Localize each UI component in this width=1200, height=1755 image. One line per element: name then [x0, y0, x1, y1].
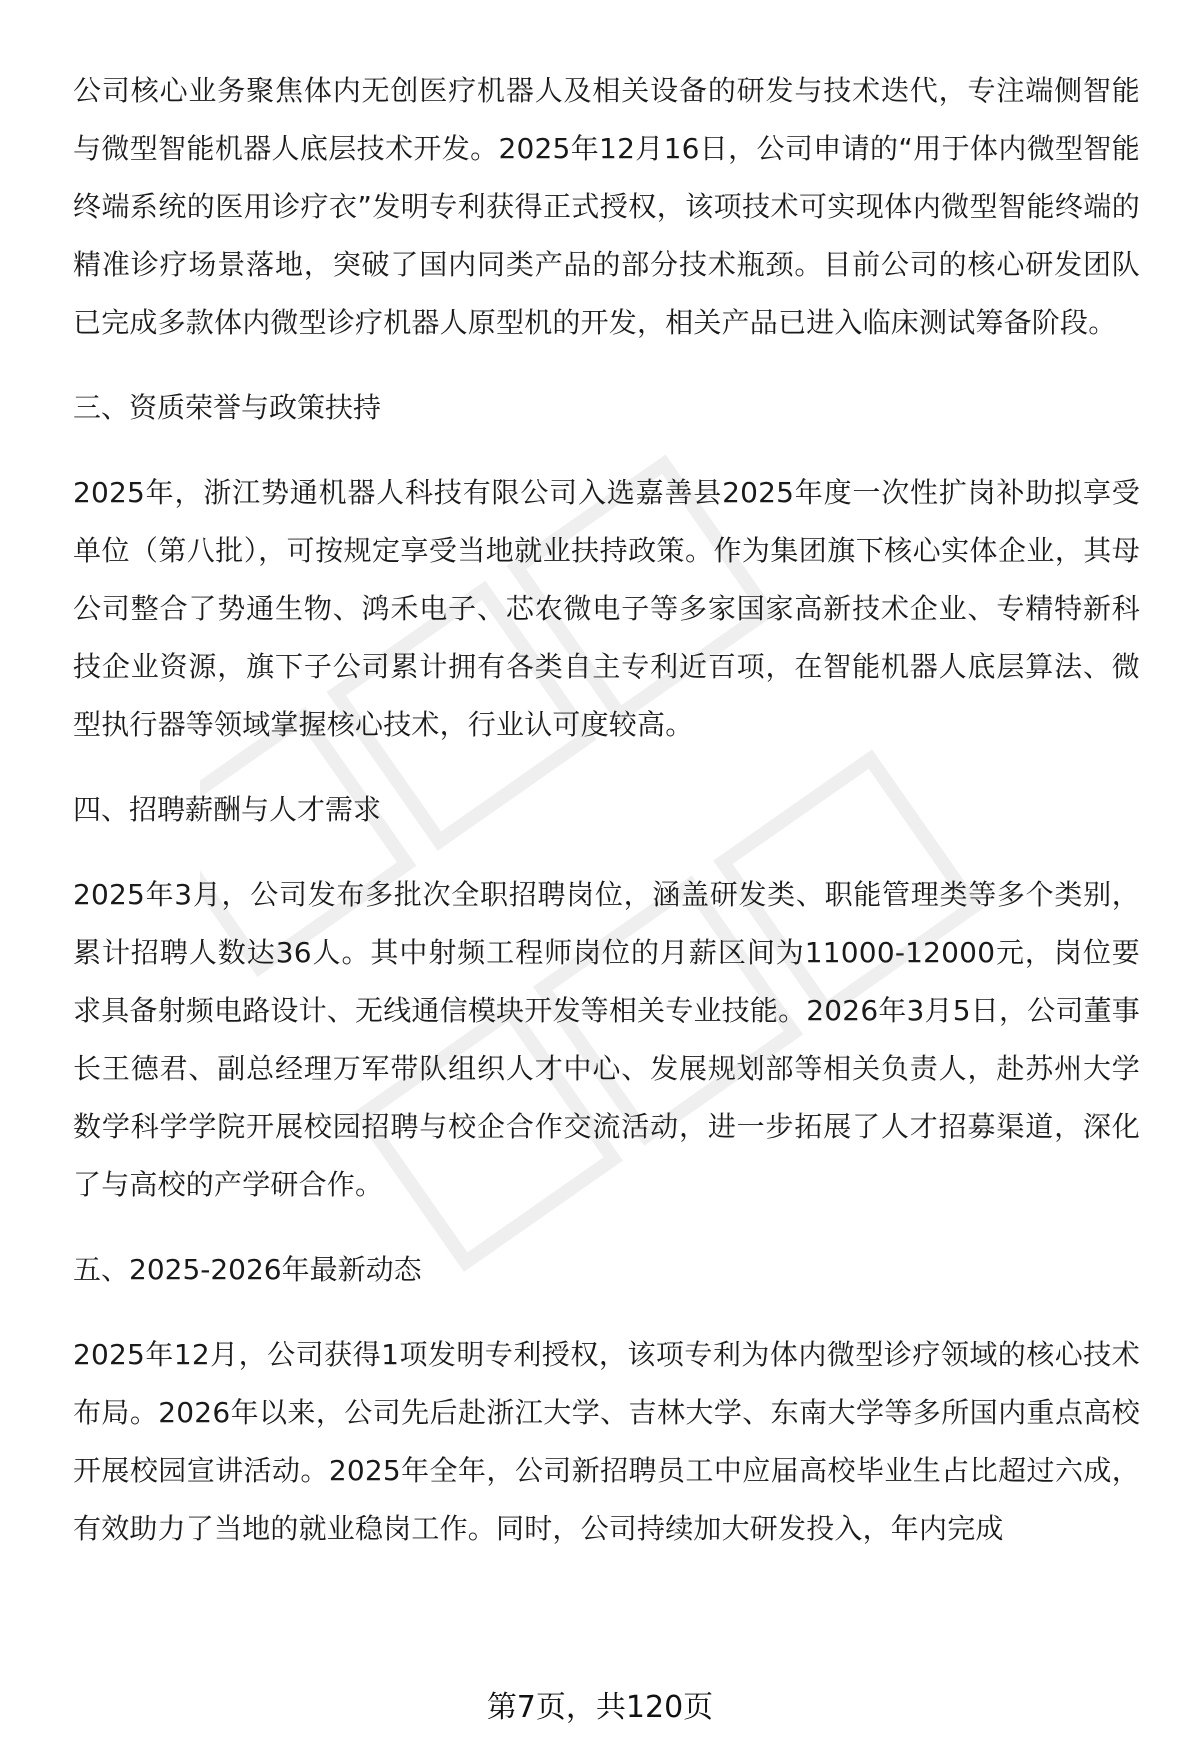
- paragraph-latest-news: 2025年12月，公司获得1项发明专利授权，该项专利为体内微型诊疗领域的核心技术布局。2026年以来，公司先后赴浙江大学、吉林大学、东南大学等多所国内重点高校开展校园宣讲活动。2025年全年，公司新招聘员工中应届高校毕业生占比超过六成，有效助力了当地的就业稳岗工作。同时，公司持续加大研发投入，年内完成: [73, 1338, 1140, 1545]
- paragraph-recruitment: 2025年3月，公司发布多批次全职招聘岗位，涵盖研发类、职能管理类等多个类别，累计招聘人数达36人。其中射频工程师岗位的月薪区间为11000-12000元，岗位要求具备射频电路设计、无线通信模块开发等相关专业技能。2026年3月5日，公司董事长王德君、副总经理万军带队组织人才中心、发展规划部等相关负责人，赴苏州大学数学科学学院开展校园招聘与校企合作交流活动，进一步拓展了人才招募渠道，深化了与高校的产学研合作。: [73, 878, 1140, 1201]
- paragraph-qualifications: 2025年，浙江势通机器人科技有限公司入选嘉善县2025年度一次性扩岗补助拟享受单位（第八批），可按规定享受当地就业扶持政策。作为集团旗下核心实体企业，其母公司整合了势通生物、鸿禾电子、芯农微电子等多家国家高新技术企业、专精特新科技企业资源，旗下子公司累计拥有各类自主专利近百项，在智能机器人底层算法、微型执行器等领域掌握核心技术，行业认可度较高。: [73, 476, 1140, 741]
- section-heading-latest-news: 五、2025-2026年最新动态: [73, 1253, 422, 1286]
- section-heading-recruitment: 四、招聘薪酬与人才需求: [73, 793, 382, 826]
- section-heading-qualifications: 三、资质荣誉与政策扶持: [73, 391, 382, 424]
- paragraph-core-business: 公司核心业务聚焦体内无创医疗机器人及相关设备的研发与技术迭代，专注端侧智能与微型智能机器人底层技术开发。2025年12月16日，公司申请的“用于体内微型智能终端系统的医用诊疗衣”发明专利获得正式授权，该项技术可实现体内微型智能终端的精准诊疗场景落地，突破了国内同类产品的部分技术瓶颈。目前公司的核心研发团队已完成多款体内微型诊疗机器人原型机的开发，相关产品已进入临床测试筹备阶段。: [73, 74, 1140, 339]
- page-number: 第7页，共120页: [486, 1690, 714, 1725]
